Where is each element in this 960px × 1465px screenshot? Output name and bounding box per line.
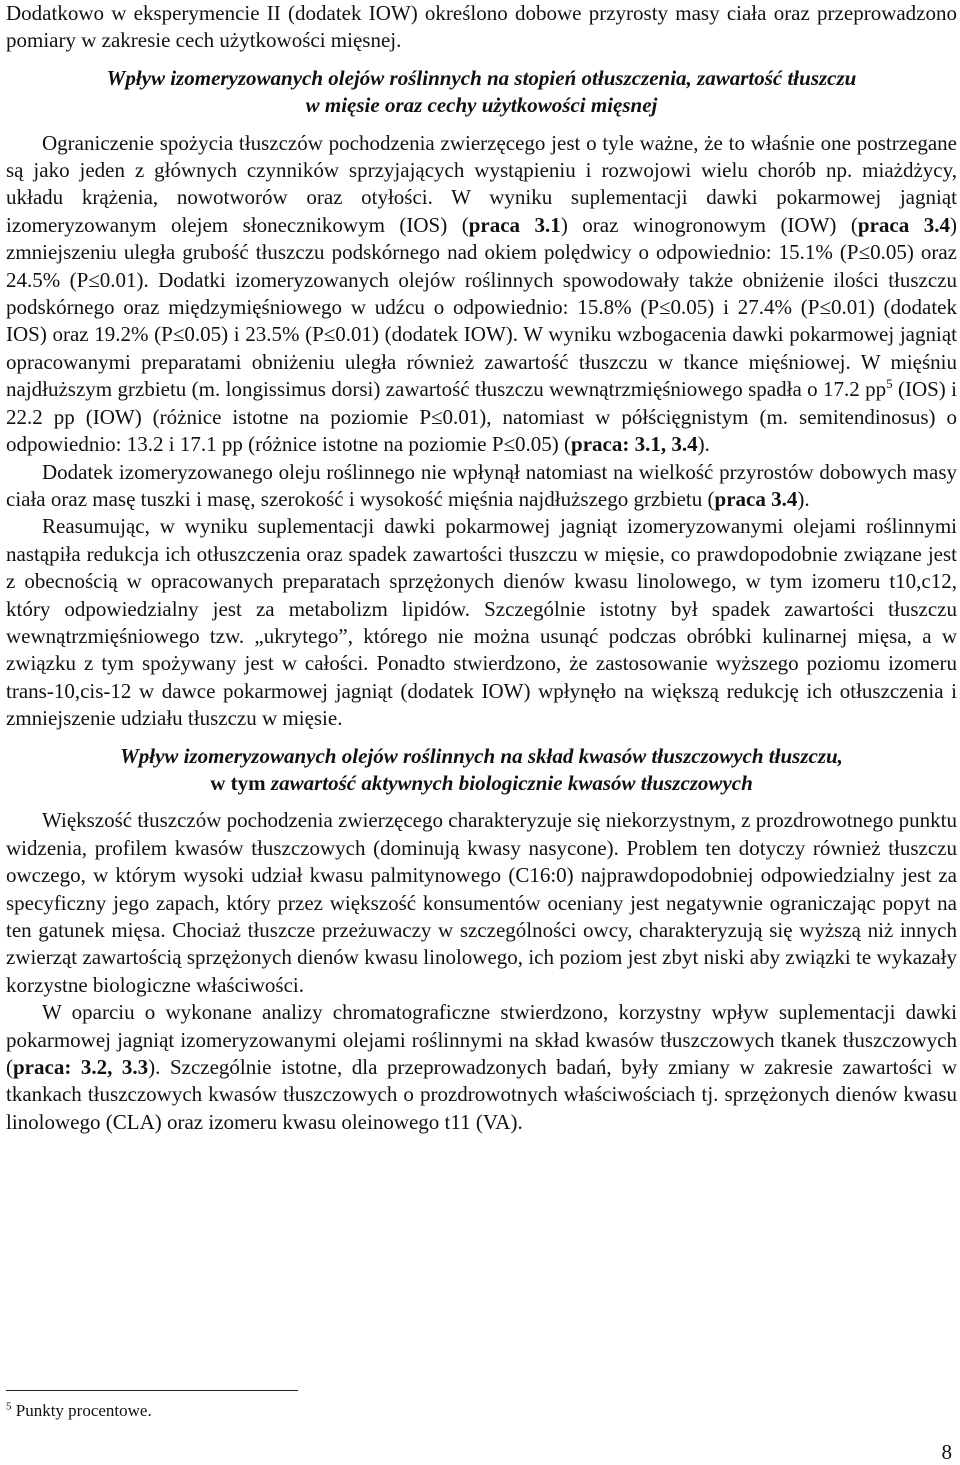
text-run: ). — [797, 486, 810, 511]
reference-bold: praca 3.4 — [857, 212, 950, 237]
reference-bold: praca: 3.1, 3.4 — [571, 432, 698, 457]
text-run: ). Szczególnie istotne, dla przeprowadzonych badań, były zmiany w zakresie zawartości w tkankach tłuszczowych kwasów tłuszczowych o prozdrowotnych właściwościach tj. sprzężonych dienów kwasu linolowego (CLA) oraz izomeru kwasu oleinowego t11 (VA). — [6, 1055, 957, 1134]
reference-bold: praca 3.1 — [468, 212, 561, 237]
section-heading-line-1: Wpływ izomeryzowanych olejów roślinnych na stopień otłuszczenia, zawartość tłuszczu — [106, 65, 857, 90]
section-heading-line-1: Wpływ izomeryzowanych olejów roślinnych na skład kwasów tłuszczowych tłuszczu, — [120, 743, 843, 768]
footnote-marker: 5 — [886, 376, 893, 392]
footnote-text: Punkty procentowe. — [11, 1401, 152, 1420]
section-heading-line-2: zawartość aktywnych biologicznie kwasów tłuszczowych — [270, 770, 753, 795]
text-run: ). — [697, 432, 710, 457]
section-heading-fat-content — [6, 65, 957, 120]
reference-bold: praca: 3.2, 3.3 — [13, 1055, 149, 1080]
paragraph-fat-reduction — [6, 130, 957, 459]
text-run: Ograniczenie spożycia tłuszczów pochodzenia zwierzęcego jest o tyle ważne, że to właśnie one postrzegane są jako jeden z głównych czynników sprzyjających wystąpieniu i rozwojowi wielu chorób np. miażdżycy, układu krążenia, nowotworów oraz otyłości. W wyniku suplementacji dawki pokarmowej jagniąt izomeryzowanym olejem słonecznikowym (IOS) ( — [6, 130, 957, 237]
paragraph-summary: Reasumując, w wyniku suplementacji dawki pokarmowej jagniąt izomeryzowanymi olejami roślinnymi nastąpiła redukcja ich otłuszczenia oraz spadek zawartości tłuszczu w mięsie, co prawdopodobnie związane jest z obecnością w opracowanych preparatach sprzężonych dienów kwasu linolowego, w tym izomeru t10,c12, który odpowiedzialny jest za metabolizm lipidów. Szczególnie istotny był spadek zawartości tłuszczu wewnątrzmięśniowego tzw. „ukrytego”, którego nie można usunąć podczas obróbki kulinarnej mięsa, a w związku z tym spożywany jest w całości. Ponadto stwierdzono, że zastosowanie wyższego poziomu izomeru trans-10,cis-12 w dawce pokarmowej jagniąt (dodatek IOW) wpłynęło na większą redukcję ich otłuszczenia i zmniejszenie udziału tłuszczu w mięsie. — [6, 514, 957, 731]
section-heading-line-2-prefix: w tym — [210, 770, 271, 795]
section-heading-fatty-acids — [6, 743, 957, 798]
text-run: (IOS) i 22.2 pp (IOW) (różnice istotne na poziomie P≤0.01), natomiast w półścięgnistym (m. semitendinosus) o odpowiednio: 13.2 i 17.1 pp (różnice istotne na poziomie P≤0.05) ( — [6, 377, 957, 457]
text-run: W oparciu o wykonane analizy chromatograficzne stwierdzono, korzystny wpływ suplementacji dawki pokarmowej jagniąt izomeryzowanymi olejami roślinnymi na skład kwasów tłuszczowych tkanek tłuszczowych ( — [6, 1000, 957, 1080]
paragraph-weight-gain — [6, 459, 957, 514]
reference-bold: praca 3.4 — [714, 486, 798, 511]
text-run: ) oraz winogronowym (IOW) ( — [560, 212, 858, 237]
text-run: Dodatek izomeryzowanego oleju roślinnego nie wpłynął natomiast na wielkość przyrostów dobowych masy ciała oraz masę tuszki i masę, szerokość i wysokość mięśnia najdłuższego grzbietu ( — [6, 459, 957, 511]
footnote — [6, 1400, 152, 1422]
paragraph-chromatography — [6, 999, 957, 1136]
page-number: 8 — [941, 1440, 952, 1464]
text-run: ) zmniejszeniu uległa grubość tłuszczu podskórnego nad okiem polędwicy o odpowiednio: 15.1% (P≤0.05) oraz 24.5% (P≤0.01). Dodatki izomeryzowanych olejów roślinnych spowodowały także obniżenie ilości tłuszczu podskórnego oraz międzymięśniowego w udźcu o odpowiednio: 15.8% (P≤0.05) i 27.4% (P≤0.01) (dodatek IOS) oraz 19.2% (P≤0.05) i 23.5% (P≤0.01) (dodatek IOW). W wyniku wzbogacenia dawki pokarmowej jagniąt opracowanymi preparatami obniżeniu uległa również zawartość tłuszczu w tkance mięśniowej. W mięśniu najdłuższym grzbietu (m. longissimus dorsi) zawartość tłuszczu wewnątrzmięśniowego spadła o 17.2 pp — [6, 212, 957, 402]
paragraph-intro: Dodatkowo w eksperymencie II (dodatek IOW) określono dobowe przyrosty masy ciała oraz przeprowadzono pomiary w zakresie cech użytkowości mięsnej. — [6, 1, 957, 53]
document-page — [6, 0, 957, 1136]
paragraph-animal-fats: Większość tłuszczów pochodzenia zwierzęcego charakteryzuje się niekorzystnym, z prozdrowotnego punktu widzenia, profilem kwasów tłuszczowych (dominują kwasy nasycone). Problem ten dotyczy również tłuszczu owczego, w którym wysoki udział kwasu palmitynowego (C16:0) najprawdopodobniej odpowiedzialny jest za specyficzny jego zapach, który przez większość konsumentów oceniany jest negatywnie ograniczając popyt na ten gatunek mięsa. Chociaż tłuszcze przeżuwaczy w szczególności owcy, charakteryzują się wyższą niż innych zwierząt zawartością sprzężonych dienów kwasu linolowego, ich poziom jest zbyt niski aby związki te wykazały korzystne biologiczne właściwości. — [6, 808, 957, 997]
footnote-number: 5 — [6, 1400, 12, 1413]
section-heading-line-2: w mięsie oraz cechy użytkowości mięsnej — [305, 93, 658, 118]
footnote-divider — [6, 1390, 298, 1391]
